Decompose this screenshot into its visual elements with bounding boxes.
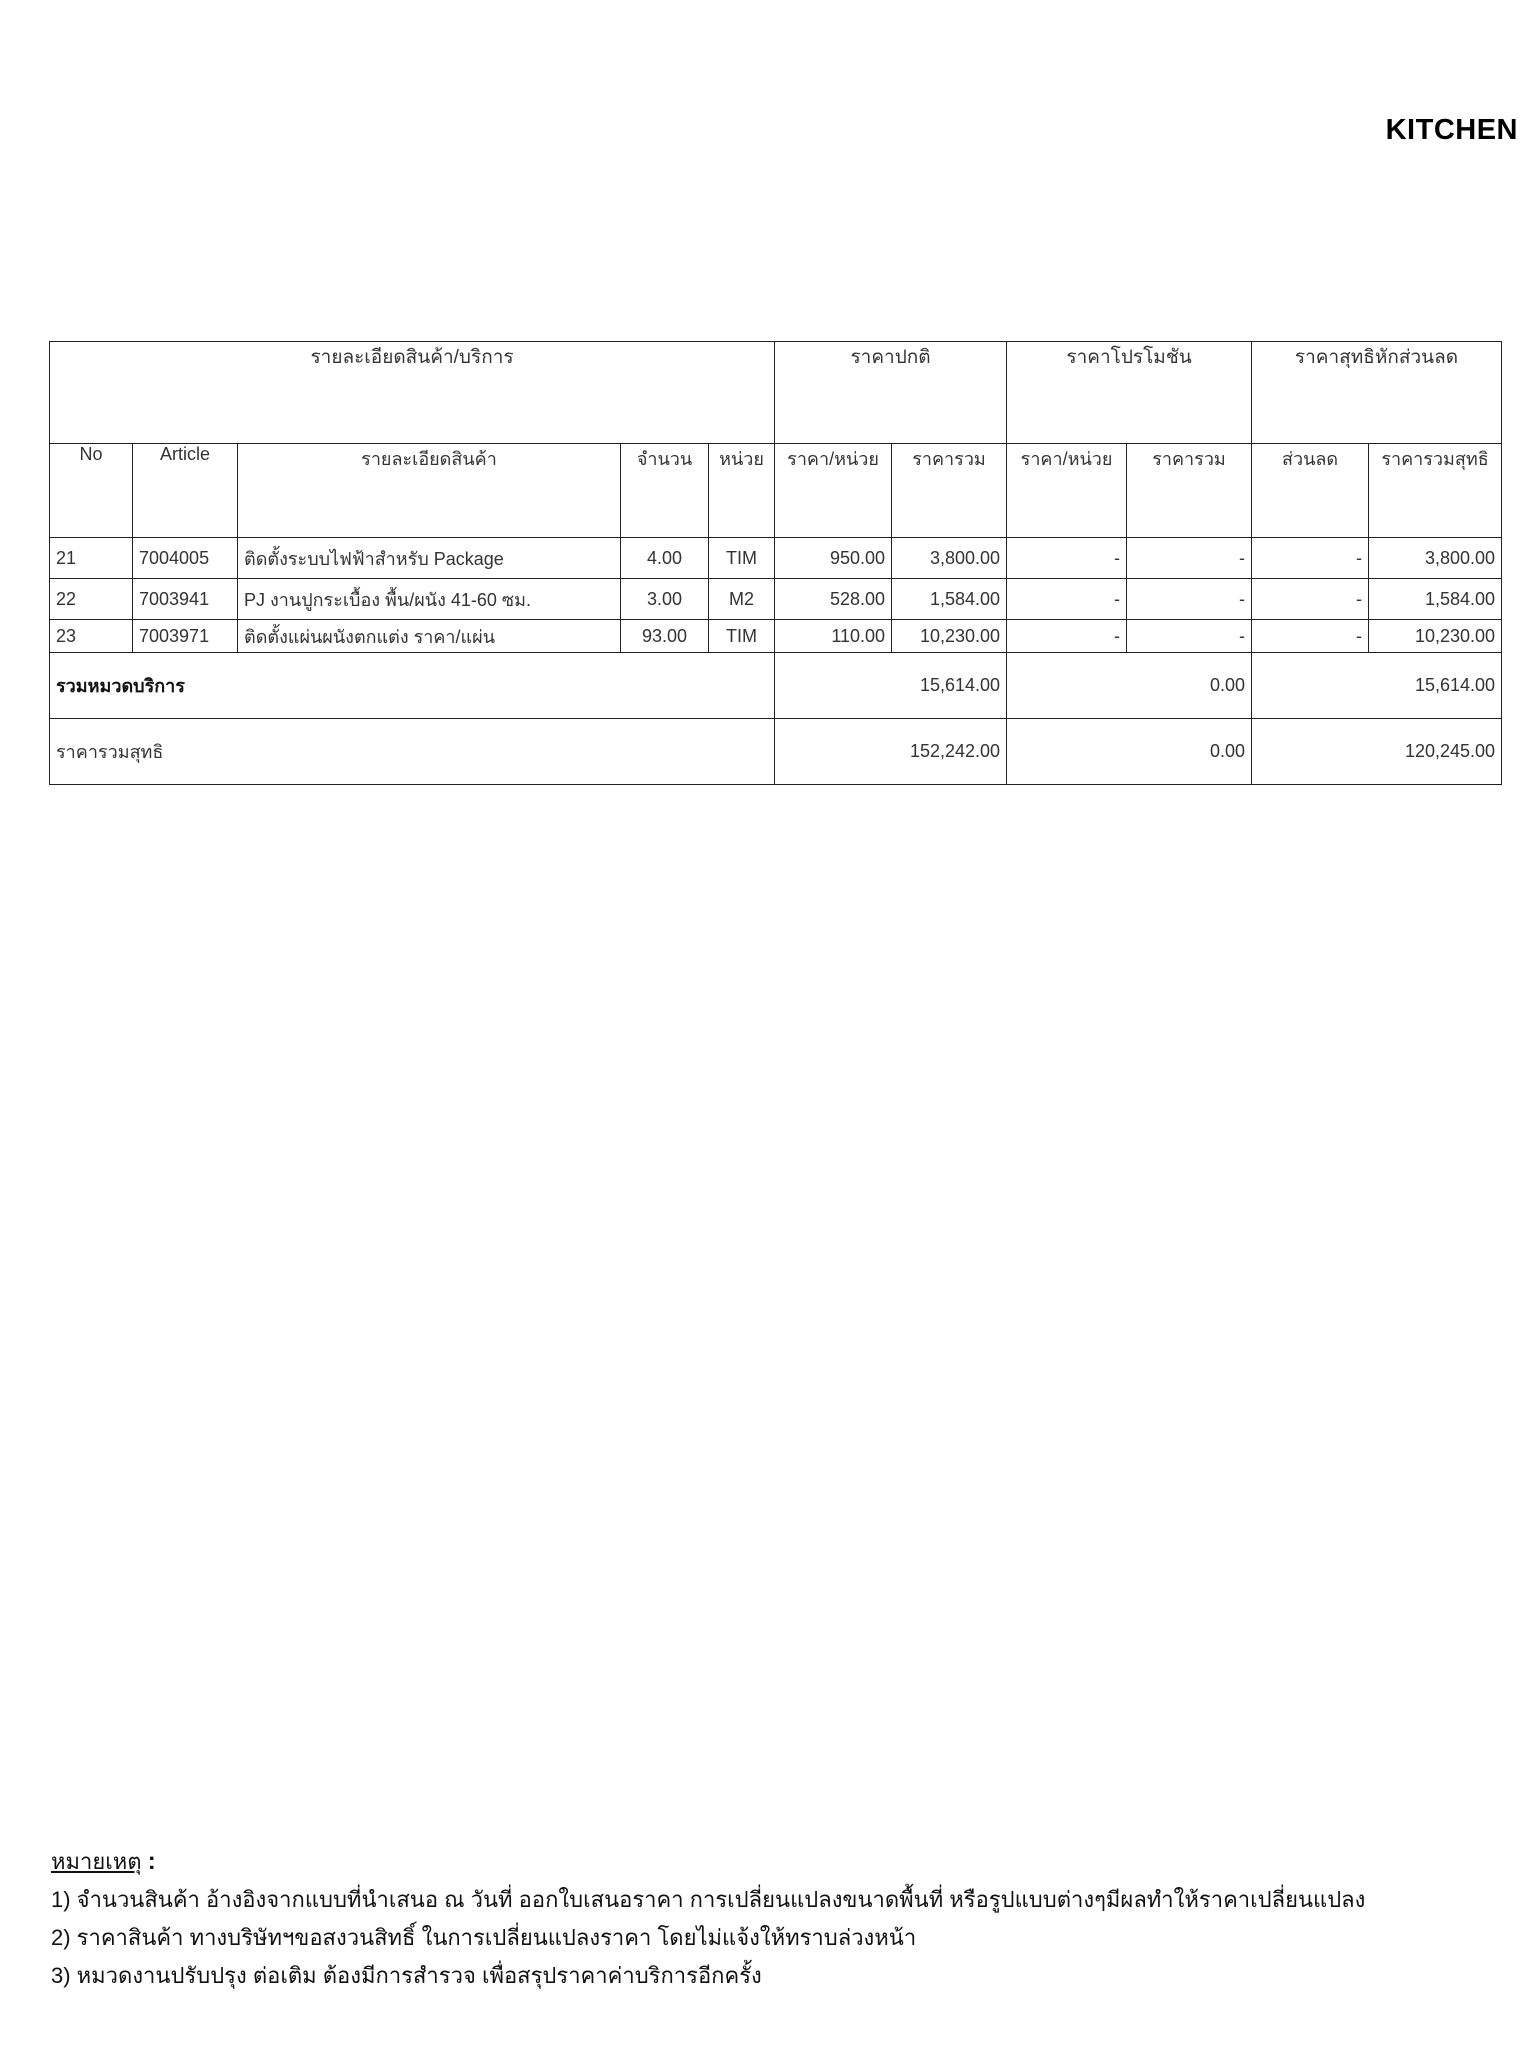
- cell-article: 7003941: [133, 579, 238, 620]
- grand-total-normal: 152,242.00: [775, 719, 1007, 785]
- cell-promo-total: -: [1127, 538, 1252, 579]
- quotation-table: [49, 341, 1502, 785]
- cell-no: 21: [50, 538, 133, 579]
- subtotal-row: [50, 653, 1502, 719]
- cell-unit: TIM: [709, 620, 775, 653]
- cell-description: PJ งานปูกระเบื้อง พื้น/ผนัง 41-60 ซม.: [238, 579, 621, 620]
- notes-colon: :: [147, 1848, 156, 1875]
- cell-promo-unit-price: -: [1007, 538, 1127, 579]
- table-row: [50, 620, 1502, 653]
- cell-discount: -: [1252, 579, 1369, 620]
- cell-no: 23: [50, 620, 133, 653]
- col-header-unit: หน่วย: [709, 444, 775, 538]
- cell-promo-total: -: [1127, 579, 1252, 620]
- subtotal-normal: 15,614.00: [775, 653, 1007, 719]
- subtotal-label: รวมหมวดบริการ: [50, 653, 775, 719]
- grand-total-net: 120,245.00: [1252, 719, 1502, 785]
- cell-net-total: 3,800.00: [1369, 538, 1502, 579]
- grand-total-promo: 0.00: [1007, 719, 1252, 785]
- group-header-promo-price: ราคาโปรโมชัน: [1007, 342, 1252, 444]
- group-header-normal-price: ราคาปกติ: [775, 342, 1007, 444]
- section-title: KITCHEN: [1385, 114, 1518, 146]
- column-header-row: [50, 444, 1502, 538]
- cell-discount: -: [1252, 620, 1369, 653]
- cell-article: 7004005: [133, 538, 238, 579]
- col-header-qty: จำนวน: [621, 444, 709, 538]
- cell-article: 7003971: [133, 620, 238, 653]
- note-item: 3) หมวดงานปรับปรุง ต่อเติม ต้องมีการสำรวจ เพื่อสรุปราคาค่าบริการอีกครั้ง: [51, 1963, 762, 1988]
- cell-qty: 93.00: [621, 620, 709, 653]
- subtotal-promo: 0.00: [1007, 653, 1252, 719]
- cell-qty: 3.00: [621, 579, 709, 620]
- group-header-net-price: ราคาสุทธิหักส่วนลด: [1252, 342, 1502, 444]
- cell-discount: -: [1252, 538, 1369, 579]
- table-row: [50, 579, 1502, 620]
- cell-qty: 4.00: [621, 538, 709, 579]
- notes-heading-line: [51, 1843, 1365, 1881]
- cell-normal-unit-price: 110.00: [775, 620, 892, 653]
- cell-unit: M2: [709, 579, 775, 620]
- col-header-normal-total: ราคารวม: [892, 444, 1007, 538]
- group-header-row: [50, 342, 1502, 444]
- cell-promo-unit-price: -: [1007, 620, 1127, 653]
- subtotal-net: 15,614.00: [1252, 653, 1502, 719]
- col-header-promo-unit-price: ราคา/หน่วย: [1007, 444, 1127, 538]
- table-row: [50, 538, 1502, 579]
- grand-total-label: ราคารวมสุทธิ: [50, 719, 775, 785]
- cell-normal-total: 1,584.00: [892, 579, 1007, 620]
- note-item: 2) ราคาสินค้า ทางบริษัทฯขอสงวนสิทธิ์ ในการเปลี่ยนแปลงราคา โดยไม่แจ้งให้ทราบล่วงหน้า: [51, 1925, 917, 1950]
- col-header-no: No: [50, 444, 133, 538]
- group-header-details: รายละเอียดสินค้า/บริการ: [50, 342, 775, 444]
- cell-normal-unit-price: 950.00: [775, 538, 892, 579]
- cell-promo-total: -: [1127, 620, 1252, 653]
- cell-normal-unit-price: 528.00: [775, 579, 892, 620]
- cell-promo-unit-price: -: [1007, 579, 1127, 620]
- cell-description: ติดตั้งระบบไฟฟ้าสำหรับ Package: [238, 538, 621, 579]
- col-header-article: Article: [133, 444, 238, 538]
- col-header-description: รายละเอียดสินค้า: [238, 444, 621, 538]
- cell-description: ติดตั้งแผ่นผนังตกแต่ง ราคา/แผ่น: [238, 620, 621, 653]
- cell-unit: TIM: [709, 538, 775, 579]
- col-header-net-total: ราคารวมสุทธิ: [1369, 444, 1502, 538]
- col-header-normal-unit-price: ราคา/หน่วย: [775, 444, 892, 538]
- cell-net-total: 10,230.00: [1369, 620, 1502, 653]
- cell-normal-total: 10,230.00: [892, 620, 1007, 653]
- note-item: 1) จำนวนสินค้า อ้างอิงจากแบบที่นำเสนอ ณ วันที่ ออกใบเสนอราคา การเปลี่ยนแปลงขนาดพื้นที่ หรือรูปแบบต่างๆมีผลทำให้ราคาเปลี่ยนแปลง: [51, 1887, 1366, 1912]
- col-header-promo-total: ราคารวม: [1127, 444, 1252, 538]
- notes-heading: หมายเหตุ: [51, 1849, 142, 1874]
- notes-section: [51, 1843, 1365, 1995]
- cell-no: 22: [50, 579, 133, 620]
- grand-total-row: [50, 719, 1502, 785]
- cell-normal-total: 3,800.00: [892, 538, 1007, 579]
- cell-net-total: 1,584.00: [1369, 579, 1502, 620]
- col-header-discount: ส่วนลด: [1252, 444, 1369, 538]
